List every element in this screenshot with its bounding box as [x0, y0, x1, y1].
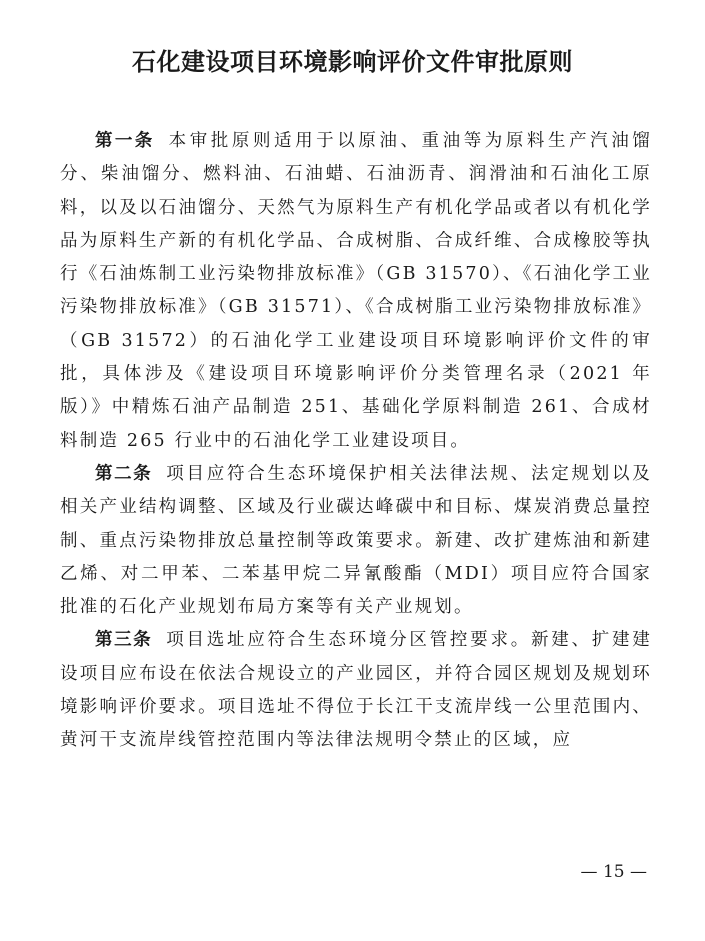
article-label: 第一条: [95, 131, 155, 151]
page-number: — 15 —: [580, 862, 647, 882]
article-text: 项目应符合生态环境保护相关法律法规、法定规划以及相关产业结构调整、区域及行业碳达峰碳中和目标、煤炭消费总量控制、重点污染物排放总量控制等政策要求。新建、改扩建炼油和新建乙烯、对二甲苯、二苯基甲烷二异氰酸酯（MDI）项目应符合国家批准的石化产业规划布局方案等有关产业规划。: [60, 463, 652, 618]
article-2: [60, 458, 652, 624]
document-body: [60, 125, 652, 758]
article-label: 第二条: [95, 463, 153, 484]
article-3: [60, 624, 652, 757]
article-label: 第三条: [95, 630, 153, 651]
article-1: [60, 125, 652, 458]
document-title: 石化建设项目环境影响评价文件审批原则: [132, 47, 573, 76]
article-text: 本审批原则适用于以原油、重油等为原料生产汽油馏分、柴油馏分、燃料油、石油蜡、石油沥青、润滑油和石油化工原料，以及以石油馏分、天然气为原料生产有机化学品或者以有机化学品为原料生产新的有机化学品、合成树脂、合成纤维、合成橡胶等执行《石油炼制工业污染物排放标准》（GB 31570）、《石油化学工业污染物排放标准》（GB 31571）、《合成树脂工业污染物排放标准》（GB 31572）的石油化学工业建设项目环境影响评价文件的审批，具体涉及《建设项目环境影响评价分类管理名录（2021 年版）》中精炼石油产品制造 251、基础化学原料制造 261、合成材料制造 265 行业中的石油化学工业建设项目。: [60, 131, 653, 451]
article-text: 项目选址应符合生态环境分区管控要求。新建、扩建建设项目应布设在依法合规设立的产业园区，并符合园区规划及规划环境影响评价要求。项目选址不得位于长江干支流岸线一公里范围内、黄河干支流岸线管控范围内等法律法规明令禁止的区域，应: [60, 630, 652, 751]
